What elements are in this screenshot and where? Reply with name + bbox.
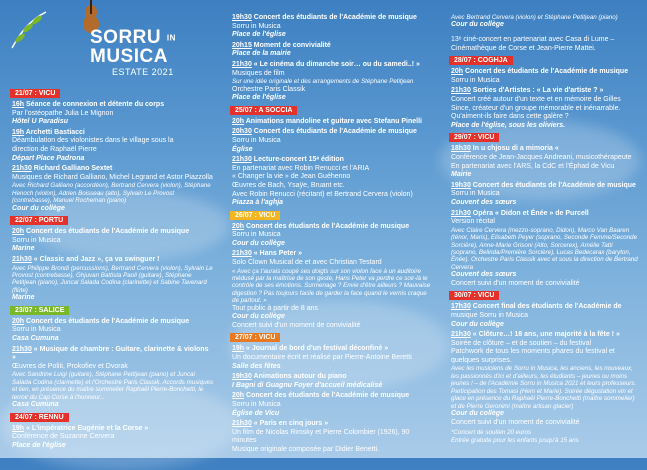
event: 19h30 Concert des étudiants de l'Académie de musique Sorru in Musica Couvent des sœurs <box>451 181 636 206</box>
day-tag: 30/07 : VICU <box>449 291 499 300</box>
event: 19h30 Concert des étudiants de l'Académie de musique Sorru in Musica Place de l'église <box>232 14 417 39</box>
event: 20h Concert des étudiants de l'Académie de musique Sorru in Musica Cour du collège <box>232 222 410 247</box>
footnote: *Concert de soutien 20 euros Entrée gratuite pour les enfants jusqu'à 15 ans <box>451 429 579 444</box>
event: 20h30 Concert des étudiants de l'Académie de musique Sorru in Musica Église <box>232 128 417 153</box>
festival-logo <box>10 0 216 86</box>
event: 19h « Journal de bord d'un festival déconfiné » Un documentaire écrit et réalisé par Pierre-Antoine Beretti Salle des fêtes <box>232 345 412 370</box>
column-1 <box>10 0 216 458</box>
event: 17h30 Concert final des étudiants de l'Académie de musique Sorru in Musica Cour du collège <box>451 303 622 328</box>
event: 19h « L'impératrice Eugénie et la Corse » Conférence de Suzanne Cervera Place de l'église <box>12 424 149 449</box>
event: 20h Concert des étudiants de l'Académie de musique Sorru in Musica Marine <box>12 228 190 253</box>
event: 21h30 Lecture-concert 15ᵉ édition En partenariat avec Robin Renucci et l'ARIA « Changer la vie » de Jean Guéhenno Œuvres de Bach, Ysaÿe, Bruant etc. Avec Robin Renucci (récitant) et Bertrand Cervera (violon) Piazza à l'aghja <box>232 156 413 207</box>
event: 21h30 Sorties d'Artistes : « La vie d'artiste ? » Concert créé autour d'un texte et en mémoire de Gilles Since, créateur d'un groupe mémorable et inénarrable. Qu'aiment-ils faire dans cette galère ? Place de l'église, sous les oliviers. <box>451 87 621 129</box>
event: 20h Concert des étudiants de l'Académie de musique Sorru in Musica Casa Cumuna <box>12 317 190 342</box>
event: 16h Séance de connexion et détente du corps Par l'ostéopathe Julia Le Mignon Hôtel U Paradisu <box>12 101 165 126</box>
day-tag: 21/07 : VICU <box>10 89 60 98</box>
day-tag: 25/07 : A SOCCIA <box>230 106 297 115</box>
event: 21h30 « Hans Peter » Solo Clown Musical de et avec Christian Testard « Avec ça t'aurais coupé ses doigts sur son violon face à un auditoire médusé par la maîtrise de son geste, Hans Peter va perdre ce soir-là le contrôle de ses émotions. Surmenage ? Envie d'être ailleurs ? Mauvaise digestion ? Pas toujours facile de garder la face quand le vernis craque de partout. » Tout public à partir de 8 ans Cour du collège Concert suivi d'un moment de convivialité <box>232 250 431 329</box>
event: 21h30 « Le cinéma du dimanche soir… ou du samedi..! » Musiques de film Sur une idée originale et des arrangements de Stéphane Petitjean Orchestre Paris Classik Place de l'église <box>232 60 420 102</box>
event: 21h30 « Classic and Jazz », ça va swinguer ! Avec Philippe Brondi (percussions), Bertrand Cervera (violon), Sylvain Le Provost (contrebasse), Ghjuvan Battista Paoli (guitare), Stéphane Petitjean (piano), Juncal Salada Codina (clarinette) et Sabine Tavenard (flûte) Marine <box>12 255 213 302</box>
event: 21h30 Richard Galliano Sextet Musiques de Richard Galliano, Michel Legrand et Astor Piazzolla Avec Richard Galliano (accordéon), Bertrand Cervera (violon), Stéphane Henoch (violon), Adrien Boisseau (alto), Sylvain Le Provost (contrebasse), Manuel Rocheman (piano) Cour du collège <box>12 165 213 212</box>
olive-leaf-icon <box>10 8 50 52</box>
day-tag: 27/07 : VICU <box>230 333 280 342</box>
day-tag: 24/07 : RENNU <box>10 413 69 422</box>
logo-title: SORRU IN MUSICA <box>90 27 176 68</box>
event: 20h15 Moment de convivialité Place de la mairie <box>232 41 331 58</box>
day-tag: 26/07 : VICU <box>230 211 280 220</box>
day-tag: 22/07 : PORTU <box>10 216 68 225</box>
column-2 <box>230 0 436 458</box>
event: 21h30 « Musique de chambre : Guitare, clarinette & violons » Œuvres de Politi, Prokofiev et Dvorak Avec Sandrine Luigi (guitare), Stéphane Petitjean (piano) et Juncal Salada Codina (clarinette) et l'Orchestre Paris Classik. Accords musiques et lien, en présence du maître sommelier Raphaël Pierre-Bonchetti, le terroir du Cap Corse à l'honneur... Casa Cumuna <box>12 345 214 408</box>
event: 20h Concert des étudiants de l'Académie de musique Sorru in Musica Église de Vicu <box>232 392 410 417</box>
event: 20h Concert des étudiants de l'Académie de musique Sorru in Musica <box>451 68 629 84</box>
event: 19h Archetti Bastiacci Déambulation des violonistes dans le village sous la direction de Raphaël Pierre Départ Place Padrona <box>12 128 174 162</box>
day-tag: 23/07 : SALICE <box>10 306 69 315</box>
event: 18h30 In u chjosu di a mimoria « Conférence de Jean-Jacques Andreani, musicothérapeute En partenariat avec l'ARS, la CdC et l'Éphad de Vicu Mairie <box>451 145 632 179</box>
event: 13ᵉ ciné-concert en partenariat avec Casa di Lume – Cinémathèque de Corse et Jean-Pierre Mattei. <box>451 36 615 52</box>
event: 21h30 Opéra « Didon et Énée » de Purcell Version récital Avec Claire Cervera (mezzo-soprano, Didon), Marco Van Baaren (ténor, Maris), Elisabeth Peyer (soprano, Seconde Femme/Seconde Sorcière), Anne-Marie Grisoni (Alto, Sorcerex), Amélie Tatti (soprano, Belinda/Première Sorcière), Lucas Bedecarax (baryton, Énée). Orchestre Paris Classik avec et sous la direction de Bertrand Cervera Couvent des sœurs Concert suivi d'un moment de convivialité <box>451 209 638 287</box>
event: 19h30 Animations autour du piano I Bagni di Guagnu Foyer d'accueil médicalisé <box>232 373 383 389</box>
event: 20h Animations mandoline et guitare avec Stefanu Pinelli <box>232 117 422 125</box>
event: 21h30 « Clôture…! 18 ans, une majorité à la fête ! » Soirée de clôture – et de soutien – du festival Patchwork de tous les moments phares du festival et quelques surprises. Avec les musiciens de Sorru in Musica, les anciens, les nouveaux, les passionnés d'ici et d'ailleurs, les étudiants – jeunes ou moins jeunes ! – de l'Académie Sorru in Musica 2021 et leurs professeurs. Participation des Tomasi (Hem et Marie). Soirée dégustation vin et glace en présence du Raphaël Pierre-Bonchetti (maître sommelier) et de Pierre Geronimi (maître artisan glacier) Cour du collège Concert suivi d'un moment de convivialité <box>451 331 637 426</box>
day-tag: 29/07 : VICU <box>449 133 499 142</box>
day-tag: 28/07 : COGHJA <box>449 56 513 65</box>
event: Avec Bertrand Cervera (violon) et Stéphane Petitjean (piano) Cour du collège <box>451 14 618 29</box>
column-3 <box>449 0 641 458</box>
logo-subtitle: ESTATE 2021 <box>112 67 174 77</box>
event: 21h30 « Paris en cinq jours » Un film de Nicolas Rimsky et Pierre Colombier (1926), 90 minutes Musique originale composée par Didier Benetti. <box>232 420 410 453</box>
